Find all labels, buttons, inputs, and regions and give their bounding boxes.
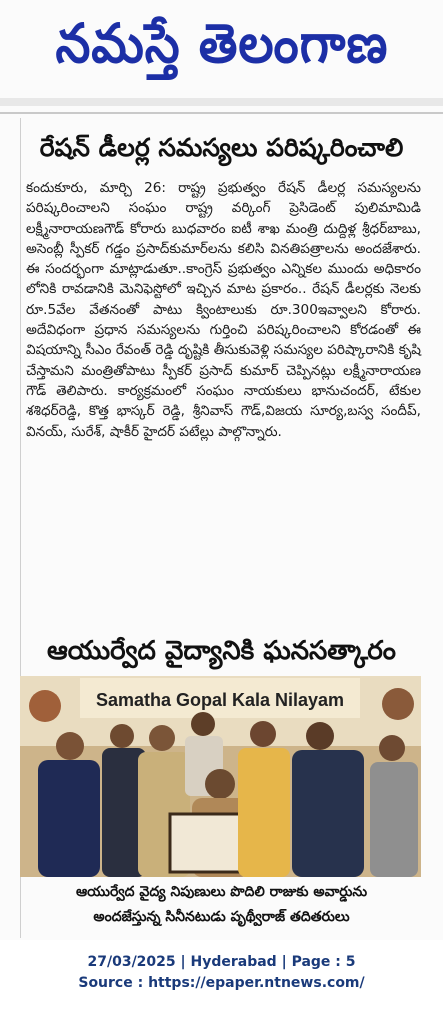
article1-body: కందుకూరు, మార్చి 26: రాష్ట్ర ప్రభుత్వం రేషన్ డీలర్ల సమస్యలను పరిష్కరించాలని సంఘం రాష్ట్ర వర్కింగ్ ప్రెసిడెంట్ పులిమామిడి లక్ష్మీనారాయణగౌడ్ కోరారు బుధవారం ఐటీ శాఖ మంత్రి దుద్దిళ్ల శ్రీధర్‌బాబు, అసెంబ్లీ స్పీకర్ గడ్డం ప్రసాద్‌కుమార్‌లను కలిసి వినతిపత్రాలను అందజేశారు. ఈ సందర్భంగా మాట్లాడుతూ..కాంగ్రెస్ ప్రభుత్వం ఎన్నికల ముందు అధికారం లోనికి రావడానికి మెనిఫెస్టోలో ఇచ్చిన మాట ప్రకారం.. రేషన్ డీలర్లకు నెలకు రూ.5వేల వేతనంతో పాటు క్వింటాలుకు రూ.300ఇవ్వాలని కోరారు. అదేవిధంగా ప్రధాన సమస్యలను గుర్తించి పరిష్కరించాలని కోరడంతో ఈ విషయాన్ని సీఎం రేవంత్ రెడ్డి దృష్టికి తీసుకువెళ్లి సమస్యల పరిష్కారానికి కృషి చేస్తామని మంత్రితోపాటు స్పీకర్ ప్రసాద్ కుమార్ చెప్పినట్లు లక్ష్మీనారాయణ గౌడ్ తెలిపారు. కార్యక్రమంలో సంఘం నాయకులు భానుచందర్, టేకుల శశిధర్‌రెడ్డి, కొత్త భాస్కర్ రెడ్డి, శ్రీనివాస్ గౌడ్,విజయ సూర్య,బస్వ సందీప్, వినయ్, సురేశ్, షాకీర్ హైదర్ పటేల్లు పాల్గొన్నారు. xyxy=(26,180,421,440)
article1-headline: రేషన్ డీలర్ల సమస్యలు పరిష్కరించాలి xyxy=(39,133,404,162)
masthead xyxy=(8,4,435,96)
masthead-divider xyxy=(0,98,443,106)
award-ceremony-photo xyxy=(20,676,421,877)
photo-caption-line2: అందజేస్తున్న సినీనటుడు పృథ్వీరాజ్ తదితరులు xyxy=(93,909,350,925)
photo-banner-text: Samatha Gopal Kala Nilayam xyxy=(95,690,345,710)
masthead-title: నమస్తే తెలంగాణ xyxy=(55,11,388,75)
photo-caption-line1: ఆయుర్వేద వైద్య నిపుణులు పొదిలి రాజుకు అవార్డును xyxy=(75,884,368,900)
article2-headline: ఆయుర్వేద వైద్యానికి ఘనసత్కారం xyxy=(46,636,396,666)
footer-dateline: 27/03/2025 | Hyderabad | Page : 5 xyxy=(87,954,356,970)
masthead-divider-line xyxy=(0,112,443,114)
footer-source-link[interactable]: Source : https://epaper.ntnews.com/ xyxy=(78,975,365,991)
